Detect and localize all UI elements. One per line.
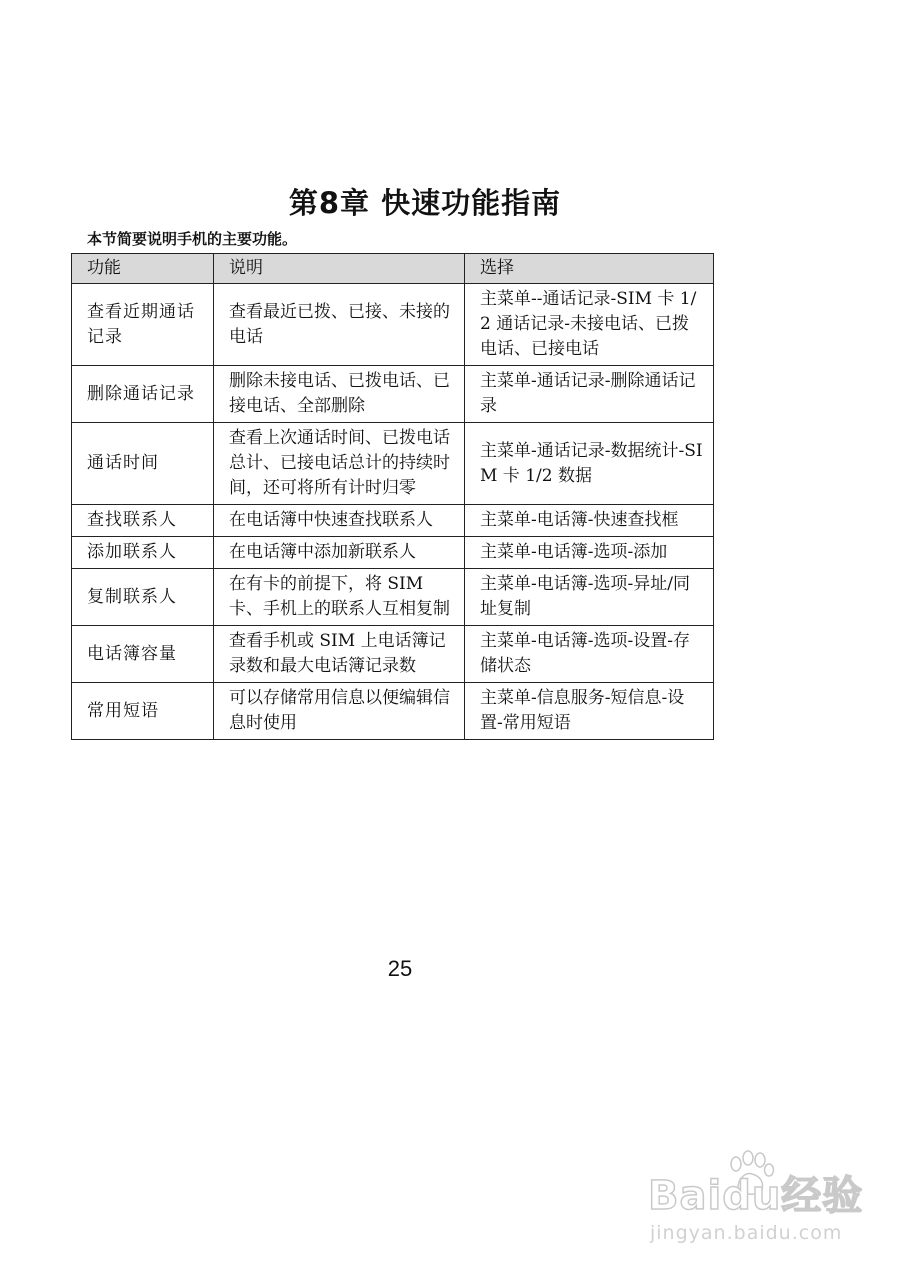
cell-description: 可以存储常用信息以便编辑信息时使用 [214,683,465,740]
header-description: 说明 [214,254,465,284]
cell-function: 电话簿容量 [72,626,214,683]
header-selection: 选择 [465,254,714,284]
table-row [72,505,714,537]
cell-function: 复制联系人 [72,569,214,626]
cell-description: 在有卡的前提下，将 SIM 卡、手机上的联系人互相复制 [214,569,465,626]
table-row [72,423,714,505]
table-row [72,537,714,569]
cell-function: 查看近期通话记录 [72,284,214,366]
cell-function: 查找联系人 [72,505,214,537]
cell-description: 查看最近已拨、已接、未接的电话 [214,284,465,366]
header-function: 功能 [72,254,214,284]
watermark-brand: Baidu经验 [648,1173,864,1219]
section-intro: 本节简要说明手机的主要功能。 [87,230,298,248]
cell-function: 常用短语 [72,683,214,740]
cell-selection: 主菜单-电话簿-选项-添加 [465,537,714,569]
chapter-title: 第8章 快速功能指南 [288,186,562,220]
cell-description: 删除未接电话、已拨电话、已接电话、全部删除 [214,366,465,423]
cell-function: 添加联系人 [72,537,214,569]
cell-description: 在电话簿中添加新联系人 [214,537,465,569]
page-number: 25 [387,956,413,981]
cell-selection: 主菜单-信息服务-短信息-设置-常用短语 [465,683,714,740]
cell-function: 通话时间 [72,423,214,505]
cell-selection: 主菜单--通话记录-SIM 卡 1/2 通话记录-未接电话、已拨电话、已接电话 [465,284,714,366]
cell-selection: 主菜单-电话簿-选项-异址/同址复制 [465,569,714,626]
cell-selection: 主菜单-电话簿-选项-设置-存储状态 [465,626,714,683]
cell-selection: 主菜单-通话记录-删除通话记录 [465,366,714,423]
baidu-watermark [640,1150,890,1260]
table-row [72,626,714,683]
watermark-url: jingyan.baidu.com [650,1222,843,1244]
cell-description: 在电话簿中快速查找联系人 [214,505,465,537]
cell-selection: 主菜单-通话记录-数据统计-SIM 卡 1/2 数据 [465,423,714,505]
table-row [72,569,714,626]
table-header-row [72,254,714,284]
cell-function: 删除通话记录 [72,366,214,423]
cell-description: 查看上次通话时间、已拨电话总计、已接电话总计的持续时间，还可将所有计时归零 [214,423,465,505]
table-row [72,683,714,740]
cell-description: 查看手机或 SIM 上电话簿记录数和最大电话簿记录数 [214,626,465,683]
function-table [71,253,714,740]
cell-selection: 主菜单-电话簿-快速查找框 [465,505,714,537]
table-row [72,366,714,423]
table-row [72,284,714,366]
